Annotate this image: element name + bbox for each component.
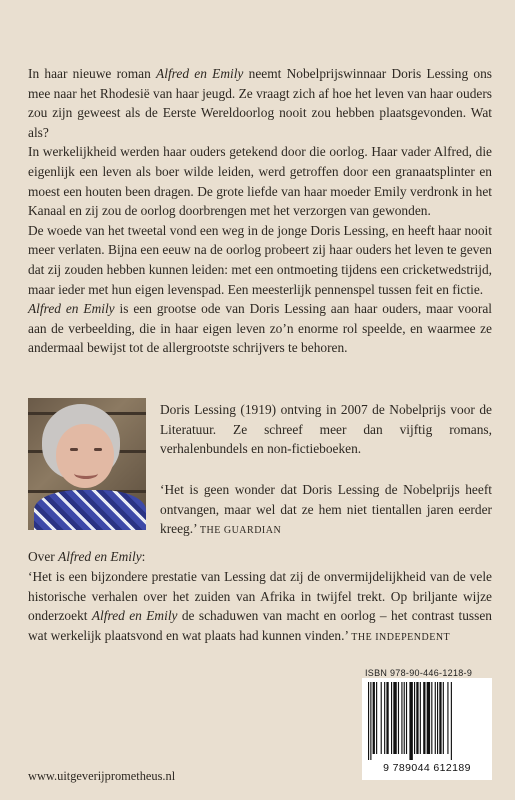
blurb-text: is een grootse ode van Doris Lessing aan haar ouders, maar vooral aan de verbeelding, die in haar eigen leven zo’n enorme rol speelde, en waarmee ze andermaal bewijst tot de allergrootste schrijvers te behoren. [28,301,493,356]
book-title-italic: Alfred en Emily [28,301,115,317]
blurb-paragraph-1 [28,64,492,142]
author-photo [28,398,146,530]
quote-source: THE GUARDIAN [199,525,282,537]
blurb-text: neemt Nobelprijswinnaar Doris Lessing ons mee naar het Rhodesië van haar jeugd. Ze vraagt zich af hoe het leven van haar ouders zou zijn geweest als de Eerste Wereldoorlog nooit zou hebben plaatsgevonden. Wat als? [28,66,492,140]
quote-text: de schaduwen van macht en oorlog – het contrast tussen wat werkelijk plaatsvond en wat plaats had kunnen vinden.’ [28,608,492,643]
barcode-digits: 9 789044 612189 [383,762,471,774]
review-heading [28,547,492,567]
blurb-text: In haar nieuwe roman [28,66,157,81]
book-blurb [28,64,492,358]
book-title-italic: Alfred en Emily [58,549,142,564]
barcode [362,678,492,780]
blurb-paragraph-2: In werkelijkheid werden haar ouders getekend door die oorlog. Haar vader Alfred, die eigenlijk een leven als boer wilde leiden, werd getroffen door een granaatsplinter en moest een houten been dragen. De grote liefde van haar moeder Emily verdronk in het Kanaal en zij zou de oorlog doorbrengen met het verzorgen van gewonden. [28,144,492,219]
guardian-quote [160,480,492,541]
barcode-bars [368,682,486,760]
quote-source: THE INDEPENDENT [351,631,451,643]
author-bio: Doris Lessing (1919) ontving in 2007 de Nobelprijs voor de Literatuur. Ze schreef meer dan vijftig romans, verhalenbundels en non-fictieboeken. [160,402,492,457]
quote-text: ‘Het is geen wonder dat Doris Lessing de Nobelprijs heeft ontvangen, maar wel dat ze hem niet tientallen jaren eerder kreeg.’ [160,482,492,537]
review-heading-text: : [141,549,146,564]
book-title-italic: Alfred en Emily [156,66,244,81]
isbn-label: ISBN 978-90-446-1218-9 [365,668,473,678]
publisher-url[interactable]: www.uitgeverijprometheus.nl [28,769,176,783]
book-title-italic: Alfred en Emily [91,608,178,624]
blurb-paragraph-3: De woede van het tweetal vond een weg in de jonge Doris Lessing, en heeft haar nooit meer verlaten. Bijna een eeuw na de oorlog probeert zij haar ouders het leven te geven dat zij zouden hebben kunnen leiden: met een ontmoeting tijdens een cricketwedstrijd, maar ieder met hun eigen levenspad. Een meesterlijk pennenspel tussen feit en fictie. [28,222,492,297]
independent-quote [28,567,492,647]
blurb-paragraph-4 [28,299,492,358]
quote-text: ‘Het is een bijzondere prestatie van Lessing dat zij de onvermijdelijkheid van de vele historische verhalen over het zuiden van Afrika in twijfel trekt. Op briljante wijze onderzoekt [28,569,492,624]
review-heading-text: Over [28,549,59,564]
